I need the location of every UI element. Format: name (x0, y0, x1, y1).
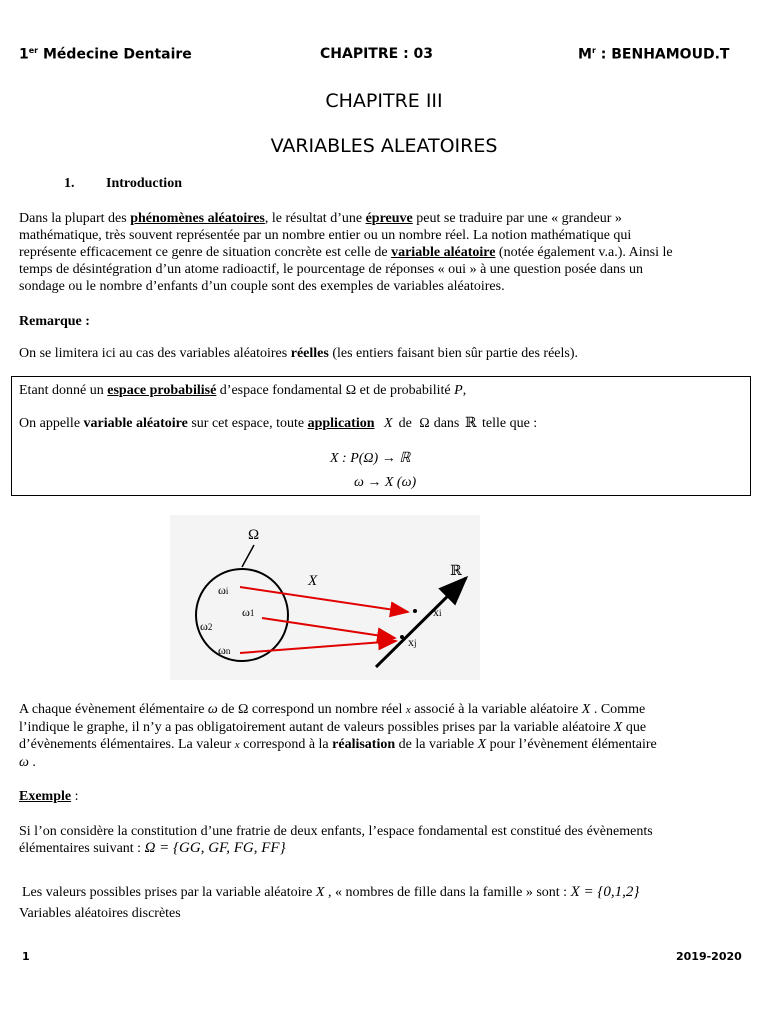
mapping-figure (170, 515, 480, 680)
remarque-text-part: (les entiers faisant bien sûr partie des réels). (328, 346, 579, 361)
point-xi (413, 609, 417, 613)
def-text: dans (433, 416, 460, 431)
omega-symbol: Ω (419, 416, 430, 431)
mapping-diagram (170, 515, 480, 680)
mapping-arrow (240, 587, 408, 612)
def-text: d’espace fondamental (216, 383, 346, 398)
remarque-text-part: On se limitera ici au cas des variables aléatoires (19, 346, 291, 361)
explanation-paragraph (19, 701, 754, 771)
section-heading-introduction: Introduction (106, 176, 182, 191)
omega-n-letter: ω (218, 643, 226, 657)
reals-symbol: ℝ (464, 416, 477, 431)
omega-i-letter: ω (218, 583, 226, 597)
omega-2-letter: ω (200, 619, 208, 633)
x-lower-symbol: x (234, 739, 240, 751)
explain-text: . (28, 755, 36, 770)
intro-text: peut se traduire par une « grandeur » (412, 211, 622, 226)
exemple-title: Exemple (19, 789, 72, 804)
intro-text: , le résultat d’une (264, 211, 366, 226)
explain-text: . Comme (590, 702, 646, 717)
mapping-formula-2: ω → X (ω) (354, 475, 417, 490)
exemple-line: Si l’on considère la constitution d’une fratrie de deux enfants, l’espace fondamental est constitué des évènements (19, 824, 653, 839)
figure-x-j (408, 635, 417, 650)
explain-text: correspond à la (239, 737, 333, 752)
figure-omega-label: Ω (248, 527, 260, 543)
exemple-heading (19, 788, 754, 805)
intro-paragraph (19, 210, 754, 295)
x-symbol: X (613, 720, 623, 735)
term-realisation: réalisation (332, 737, 396, 752)
x-symbol: X (315, 885, 325, 900)
intro-text: (notée également v.a.). Ainsi le (495, 245, 673, 260)
omega-symbol: Ω (238, 702, 249, 717)
explain-text: A chaque évènement élémentaire (19, 702, 208, 717)
remarque-heading: Remarque : (19, 314, 90, 329)
def-text: Etant donné un (19, 383, 108, 398)
intro-text: Dans la plupart des (19, 211, 131, 226)
exemple-values-line (22, 884, 757, 901)
explain-text: que (622, 720, 647, 735)
explain-text: l’indique le graphe, il n’y a pas obligatoirement autant de valeurs possibles prises par la variable aléatoire (19, 720, 614, 735)
header-author-name: : BENHAMOUD.T (600, 46, 730, 63)
header-course: Médecine Dentaire (43, 46, 192, 63)
def-text: de (398, 416, 412, 431)
mapping-arrow (240, 641, 396, 653)
figure-x-i (433, 605, 442, 620)
explain-text: d’évènements élémentaires. La valeur (19, 737, 235, 752)
probability-symbol: P (454, 383, 463, 398)
omega-1-sub: 1 (249, 608, 255, 618)
term-phenomenes: phénomènes aléatoires (130, 211, 265, 226)
discrete-variables-line: Variables aléatoires discrètes (19, 906, 181, 921)
x-symbol: X (477, 737, 487, 752)
intro-text: représente efficacement ce genre de situation concrète est celle de (19, 245, 392, 260)
def-text: sur cet espace, toute (187, 416, 308, 431)
term-espace-probabilise: espace probabilisé (107, 383, 217, 398)
x-lower-symbol: x (405, 704, 411, 716)
header-author-sup: r (591, 46, 596, 55)
section-number: 1. (64, 176, 75, 191)
definition-line-2 (19, 415, 754, 432)
intro-line: mathématique, très souvent représentée par un nombre entier ou un nombre réel. La notion mathématique qui (19, 228, 632, 243)
def-text: telle que : (478, 416, 538, 431)
figure-omega-2 (200, 619, 212, 634)
page-number: 1 (22, 950, 30, 963)
x-j-letter: x (408, 635, 414, 649)
mapping-arrow (262, 618, 395, 638)
term-epreuve: épreuve (365, 211, 413, 226)
omega-lower-symbol: ω (207, 702, 218, 717)
exemple-text: , « nombres de fille dans la famille » sont : (324, 885, 571, 900)
mapping-formula-1: X : P(Ω) → ℝ (330, 451, 411, 466)
intro-line: sondage ou le nombre d’enfants d’un couple sont des exemples de variables aléatoires. (19, 279, 505, 294)
intro-line: temps de désintégration d’un atome radioactif, le pourcentage de réponses « oui » à une question posée dans un (19, 262, 643, 277)
figure-omega-n (218, 643, 230, 658)
sample-space-formula: Ω = {GG, GF, FG, FF} (144, 840, 286, 856)
point-xj (400, 635, 404, 639)
header-level-number: 1 (19, 46, 29, 63)
real-line-axis (376, 578, 466, 667)
figure-omega-i (218, 583, 228, 598)
values-formula: X = {0,1,2} (570, 884, 640, 900)
definition-line-1 (19, 382, 754, 399)
x-i-sub: i (439, 608, 442, 618)
omega-n-sub: n (225, 646, 231, 656)
exemple-text: élémentaires suivant : (19, 841, 145, 856)
explain-text: associé à la variable aléatoire (410, 702, 582, 717)
x-symbol: X (581, 702, 591, 717)
def-text: et de probabilité (356, 383, 455, 398)
explain-text: de (217, 702, 239, 717)
header-author (578, 46, 729, 63)
header-author-prefix: M (578, 46, 592, 63)
def-text: On appelle (19, 416, 84, 431)
omega-2-sub: 2 (207, 622, 213, 632)
exemple-paragraph (19, 823, 754, 857)
omega-1-letter: ω (242, 605, 250, 619)
omega-i-sub: i (225, 586, 229, 596)
omega-lower-symbol: ω (19, 755, 29, 770)
term-application: application (307, 416, 375, 431)
chapter-title: CHAPITRE III (325, 90, 443, 112)
explain-text: correspond un nombre réel (248, 702, 406, 717)
term-variable-aleatoire-def: variable aléatoire (83, 416, 188, 431)
def-text: , (462, 383, 467, 398)
academic-year: 2019-2020 (676, 950, 742, 963)
x-i-letter: x (433, 605, 439, 619)
subject-title: VARIABLES ALEATOIRES (270, 135, 498, 157)
omega-symbol: Ω (345, 383, 357, 398)
exemple-text: Les valeurs possibles prises par la variable aléatoire (22, 885, 316, 900)
header-left (19, 46, 192, 63)
omega-pointer-line (242, 545, 254, 567)
figure-reals-label: ℝ (450, 564, 462, 579)
term-variable-aleatoire: variable aléatoire (391, 245, 496, 260)
remarque-text (19, 345, 754, 362)
x-symbol: X (384, 416, 393, 431)
figure-x-label: X (308, 573, 318, 589)
explain-text: pour l’évènement élémentaire (486, 737, 657, 752)
exemple-colon: : (71, 789, 79, 804)
explain-text: de la variable (395, 737, 478, 752)
figure-omega-1 (242, 605, 254, 620)
header-level-sup: er (28, 46, 39, 55)
x-j-sub: j (414, 638, 417, 648)
header-chapter: CHAPITRE : 03 (320, 46, 434, 62)
term-reelles: réelles (290, 346, 329, 361)
